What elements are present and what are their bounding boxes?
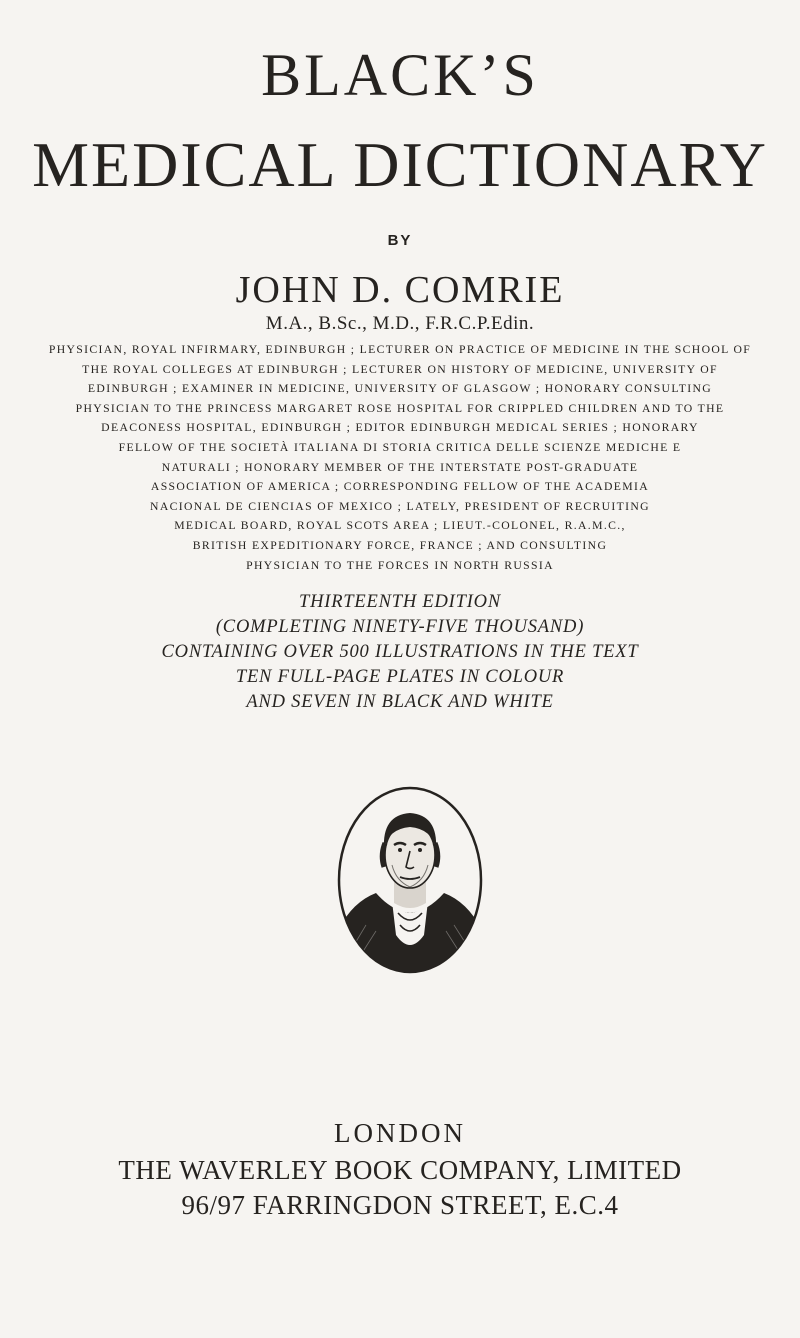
credential-line: FELLOW OF THE SOCIETÀ ITALIANA DI STORIA CRITICA DELLE SCIENZE MEDICHE E	[118, 440, 682, 454]
portrait-medallion-icon	[336, 785, 484, 975]
publisher-name: THE WAVERLEY BOOK COMPANY, LIMITED	[118, 1155, 682, 1185]
publisher-address: 96/97 FARRINGDON STREET, E.C.4	[181, 1190, 619, 1220]
author-credentials	[0, 340, 800, 575]
credential-line: PHYSICIAN, ROYAL INFIRMARY, EDINBURGH ; LECTURER ON PRACTICE OF MEDICINE IN THE SCHOOL OF	[48, 343, 752, 356]
title-line-1: BLACK’S	[261, 42, 539, 108]
credential-line: NACIONAL DE CIENCIAS OF MEXICO ; LATELY, PRESIDENT OF RECRUITING	[150, 499, 650, 513]
credential-line: EDINBURGH ; EXAMINER IN MEDICINE, UNIVERSITY OF GLASGOW ; HONORARY CONSULTING	[87, 382, 713, 396]
edition-info	[0, 590, 800, 715]
edition-line: THIRTEENTH EDITION	[299, 592, 501, 612]
credential-line: PHYSICIAN TO THE FORCES IN NORTH RUSSIA	[246, 558, 554, 572]
publisher-city: LONDON	[334, 1118, 466, 1148]
credential-line: BRITISH EXPEDITIONARY FORCE, FRANCE ; AND CONSULTING	[192, 538, 608, 552]
credential-line: THE ROYAL COLLEGES AT EDINBURGH ; LECTURER ON HISTORY OF MEDICINE, UNIVERSITY OF	[82, 362, 718, 376]
edition-line: (COMPLETING NINETY-FIVE THOUSAND)	[215, 617, 585, 637]
credential-line: MEDICAL BOARD, ROYAL SCOTS AREA ; LIEUT.-COLONEL, R.A.M.C.,	[174, 519, 626, 533]
edition-line: CONTAINING OVER 500 ILLUSTRATIONS IN THE TEXT	[161, 642, 639, 662]
author-degrees: M.A., B.Sc., M.D., F.R.C.P.Edin.	[265, 313, 535, 334]
edition-line: AND SEVEN IN BLACK AND WHITE	[246, 692, 554, 712]
by-label: BY	[387, 232, 413, 249]
author-name: JOHN D. COMRIE	[235, 269, 565, 311]
credential-line: PHYSICIAN TO THE PRINCESS MARGARET ROSE HOSPITAL FOR CRIPPLED CHILDREN AND TO THE	[75, 401, 725, 415]
credential-line: NATURALI ; HONORARY MEMBER OF THE INTERSTATE POST-GRADUATE	[161, 460, 639, 474]
credential-line: ASSOCIATION OF AMERICA ; CORRESPONDING FELLOW OF THE ACADEMIA	[150, 480, 650, 494]
credential-line: DEACONESS HOSPITAL, EDINBURGH ; EDITOR EDINBURGH MEDICAL SERIES ; HONORARY	[101, 421, 699, 435]
title-line-2: MEDICAL DICTIONARY	[32, 129, 768, 200]
edition-line: TEN FULL-PAGE PLATES IN COLOUR	[235, 667, 565, 687]
